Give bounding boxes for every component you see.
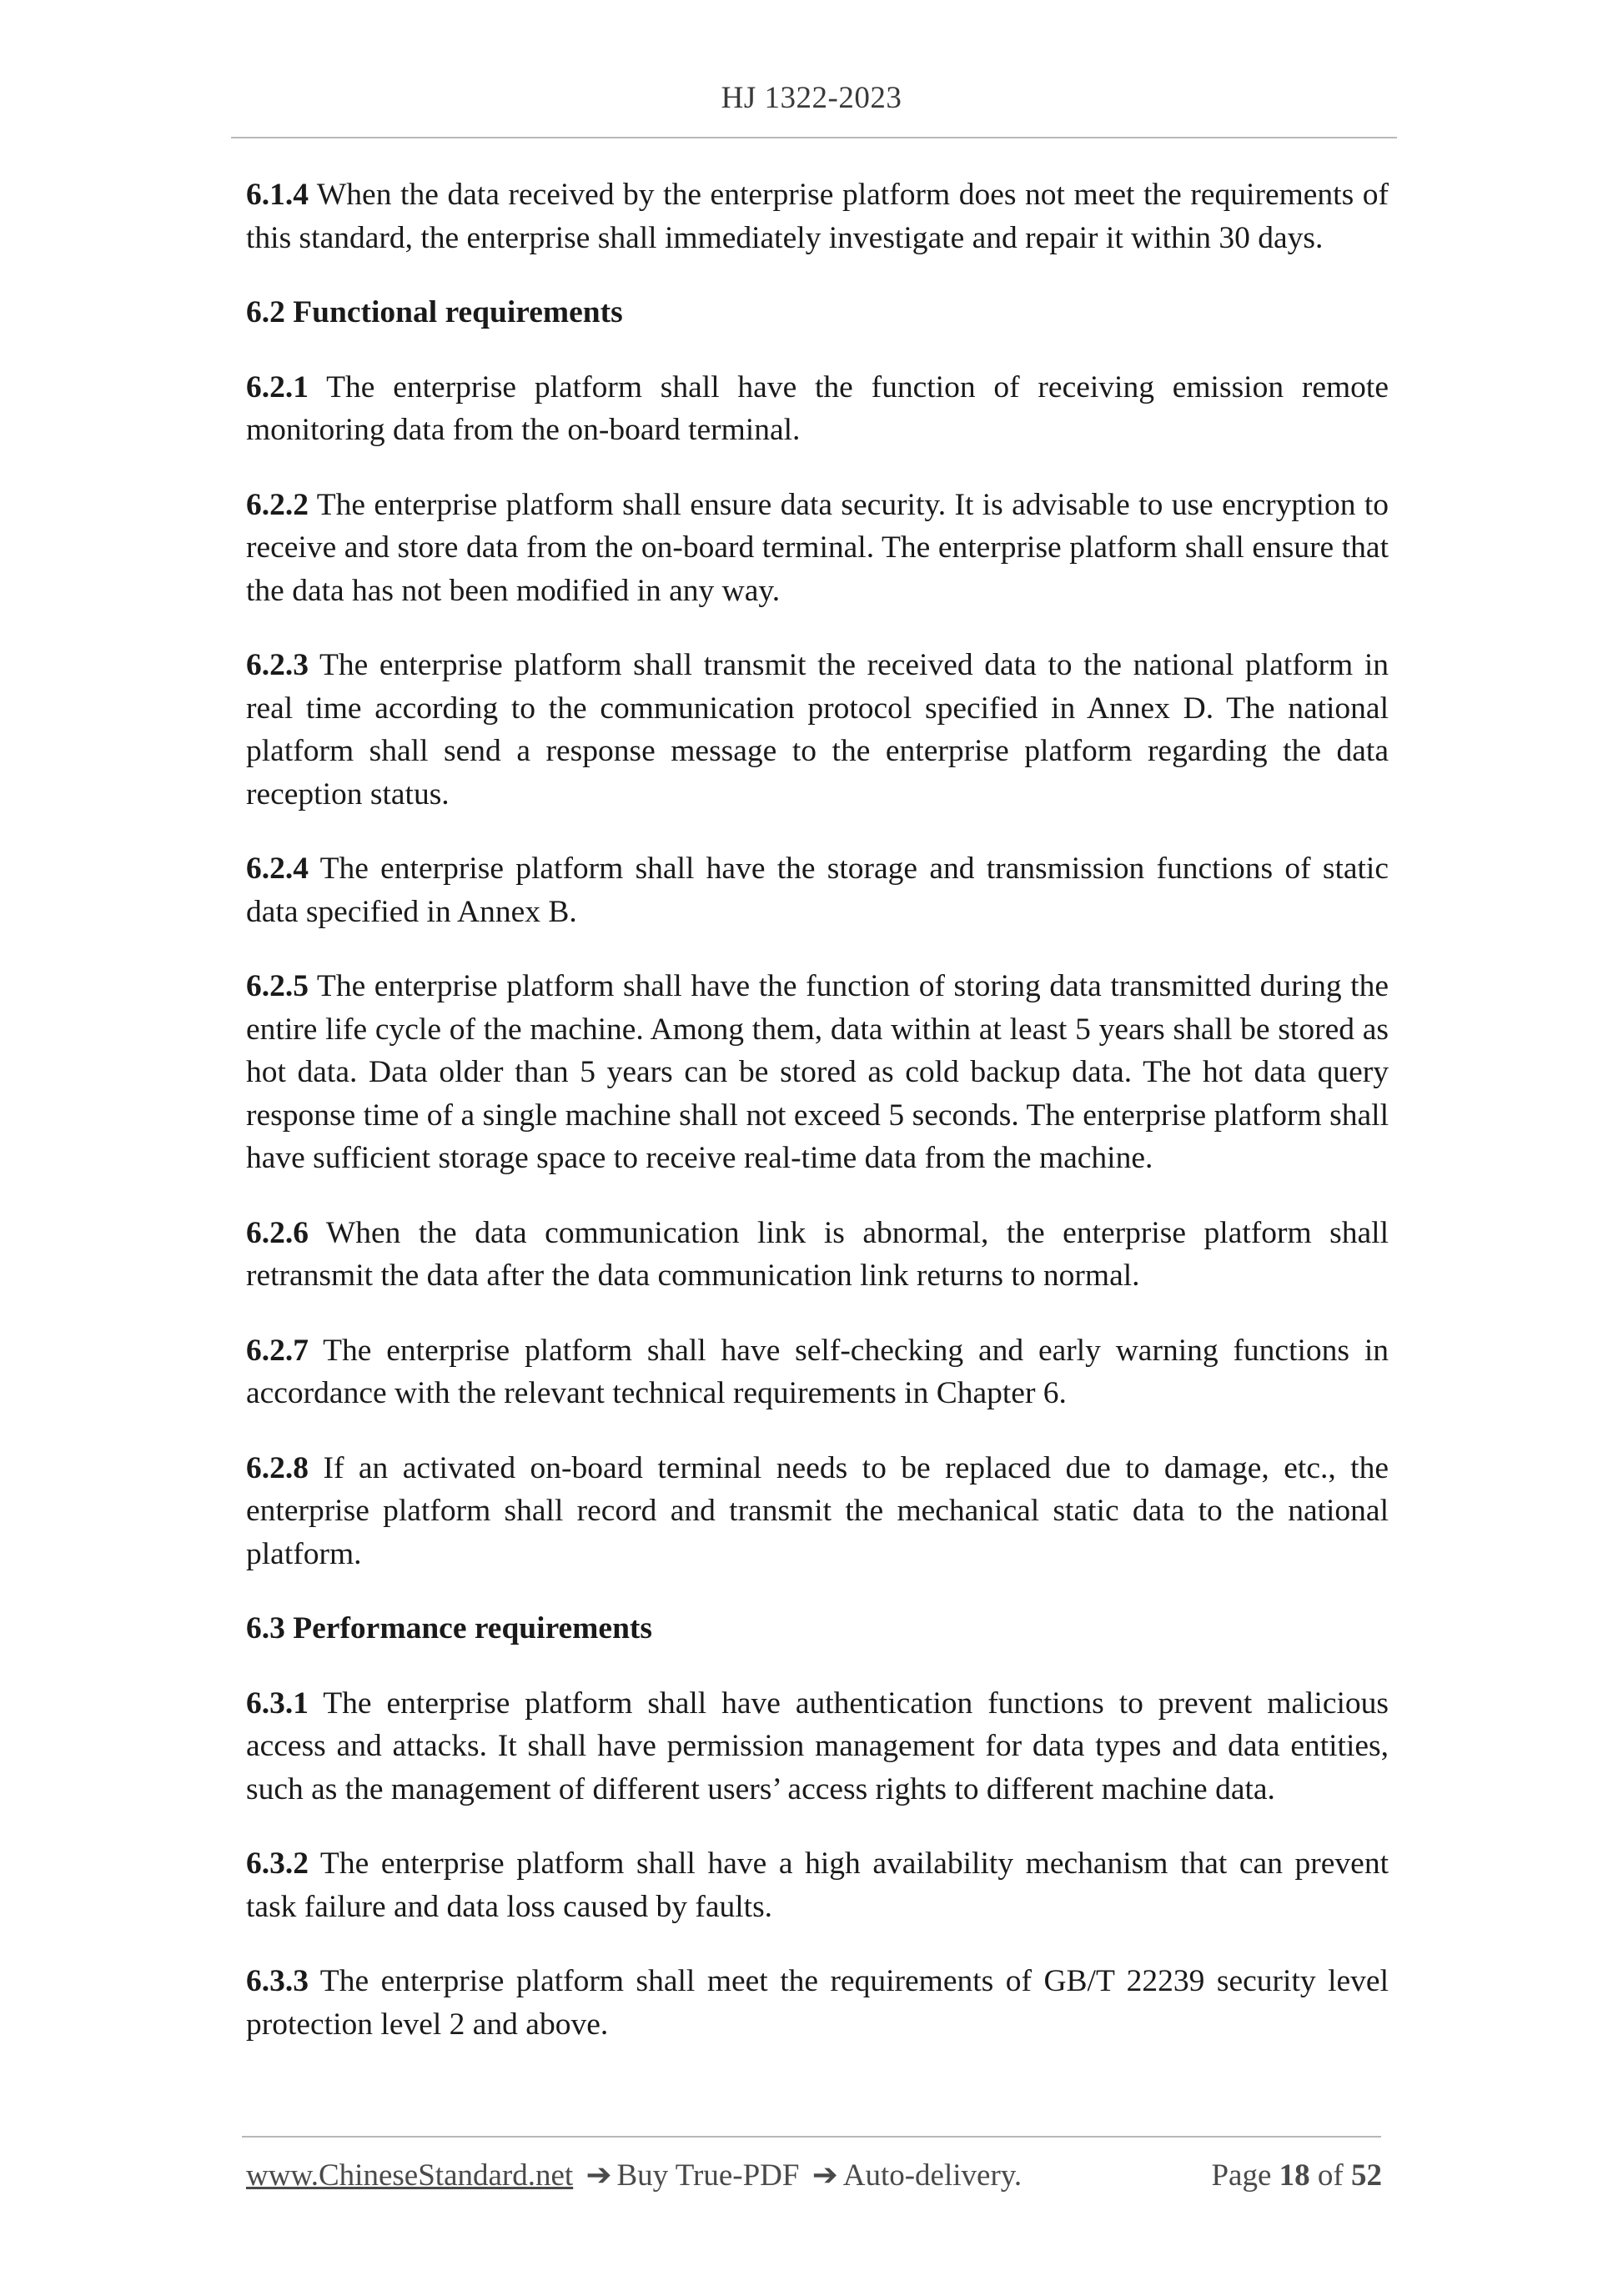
document-body <box>246 173 1389 2077</box>
clause-text: When the data received by the enterprise platform does not meet the requirements of this standard, the enterprise shall immediately investigate and repair it within 30 days. <box>246 178 1389 255</box>
clause-6-2-3 <box>246 644 1389 816</box>
footer-divider <box>242 2136 1381 2138</box>
clause-number: 6.2.4 <box>246 852 309 886</box>
clause-number: 6.2.5 <box>246 969 309 1003</box>
clause-number: 6.2.3 <box>246 648 309 682</box>
clause-text: The enterprise platform shall have the storage and transmission functions of static data specified in Annex B. <box>246 852 1389 929</box>
clause-number: 6.2.8 <box>246 1450 309 1485</box>
page-label: Page <box>1211 2158 1272 2193</box>
buy-true-pdf-text: Buy True-PDF <box>616 2158 800 2193</box>
clause-6-2-4 <box>246 847 1389 933</box>
section-heading-6-3: 6.3 Performance requirements <box>246 1611 653 1645</box>
clause-number: 6.3.2 <box>246 1846 309 1881</box>
clause-6-3-2 <box>246 1842 1389 1928</box>
clause-6-2-1 <box>246 366 1389 452</box>
page-total: 52 <box>1351 2158 1382 2193</box>
clause-number: 6.1.4 <box>246 178 309 212</box>
clause-6-2-5 <box>246 965 1389 1180</box>
section-heading-6-2: 6.2 Functional requirements <box>246 295 623 329</box>
auto-delivery-text: Auto-delivery. <box>842 2158 1023 2193</box>
clause-6-3-1 <box>246 1682 1389 1811</box>
clause-text: If an activated on-board terminal needs to be replaced due to damage, etc., the enterprise platform shall record and transmit the mechanical static data to the national platform. <box>246 1450 1389 1571</box>
clause-6-3-3 <box>246 1960 1389 2046</box>
clause-number: 6.2.2 <box>246 487 309 522</box>
clause-number: 6.3.1 <box>246 1686 309 1721</box>
clause-text: The enterprise platform shall have a high availability mechanism that can prevent task failure and data loss caused by faults. <box>246 1846 1389 1924</box>
clause-text: When the data communication link is abnormal, the enterprise platform shall retransmit the data after the data communication link returns to normal. <box>246 1215 1389 1293</box>
clause-text: The enterprise platform shall ensure data security. It is advisable to use encryption to receive and store data from the on-board terminal. The enterprise platform shall ensure that the data has not been modified in any way. <box>246 487 1389 608</box>
clause-text: The enterprise platform shall have authentication functions to prevent malicious access and attacks. It shall have permission management for data types and data entities, such as the management of different users’ access rights to different machine data. <box>246 1686 1389 1806</box>
footer-left <box>246 2157 1022 2193</box>
clause-text: The enterprise platform shall meet the requirements of GB/T 22239 security level protection level 2 and above. <box>246 1964 1389 2042</box>
clause-6-2-2 <box>246 484 1389 613</box>
arrow-right-icon: ➔ <box>812 2158 838 2193</box>
clause-text: The enterprise platform shall have the function of receiving emission remote monitoring data from the on-board terminal. <box>246 369 1389 447</box>
of-label: of <box>1317 2158 1344 2193</box>
clause-text: The enterprise platform shall have the function of storing data transmitted during the entire life cycle of the machine. Among them, data within at least 5 years shall be stored as hot data. Data older than 5 years can be stored as cold backup data. The hot data query response time of a single machine shall not exceed 5 seconds. The enterprise platform shall have sufficient storage space to receive real-time data from the machine. <box>246 969 1389 1175</box>
header-divider <box>231 137 1397 138</box>
clause-6-2-6 <box>246 1212 1389 1298</box>
clause-6-1-4 <box>246 173 1389 259</box>
arrow-right-icon: ➔ <box>585 2158 612 2193</box>
clause-number: 6.2.1 <box>246 369 309 404</box>
clause-text: The enterprise platform shall have self-checking and early warning functions in accordance with the relevant technical requirements in Chapter 6. <box>246 1333 1389 1410</box>
clause-text: The enterprise platform shall transmit the received data to the national platform in real time according to the communication protocol specified in Annex D. The national platform shall send a response message to the enterprise platform regarding the data reception status. <box>246 648 1389 811</box>
clause-number: 6.2.7 <box>246 1333 309 1368</box>
chinesestandard-link[interactable]: www.ChineseStandard.net <box>246 2158 574 2193</box>
page-number: 18 <box>1279 2158 1310 2193</box>
page-indicator <box>1211 2158 1382 2193</box>
clause-6-2-7 <box>246 1329 1389 1415</box>
clause-number: 6.2.6 <box>246 1215 309 1250</box>
page-header-title: HJ 1322-2023 <box>721 81 902 115</box>
clause-6-2-8 <box>246 1447 1389 1576</box>
page-footer <box>246 2157 1382 2193</box>
clause-number: 6.3.3 <box>246 1964 309 1998</box>
